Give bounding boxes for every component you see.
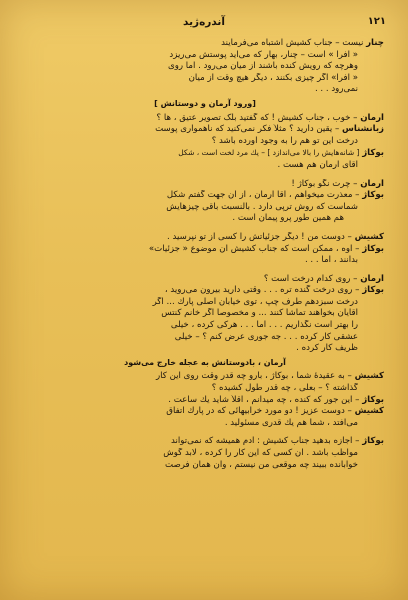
- speaker-name: بوکاژ: [362, 436, 384, 447]
- text-line: [26, 460, 384, 472]
- page-header: [22, 12, 386, 32]
- line-text: – چرت نگو بوکاژ !: [291, 178, 358, 189]
- text-line: [26, 136, 384, 148]
- line-text: عشقی کار کرده . . . جه جوری عرض کنم ؟ – خیلی: [174, 331, 358, 342]
- line-text: – اوه ، ممکن است که جناب کشیش آن موضوع « جزئیات»: [148, 243, 360, 254]
- line-text: – دوست عزیز ! دو مورد خرابیهائی که در پارك اتفاق: [166, 406, 352, 417]
- speaker-name: آرمان: [360, 273, 384, 284]
- text-line: [26, 448, 384, 460]
- line-text: – معذرت میخواهم ، آقا آرمان ، از آن جهت گفتم شکل: [166, 190, 360, 201]
- line-text: نمی‌رود . . .: [314, 84, 358, 95]
- speaker-name: آرمان: [360, 112, 384, 123]
- text-line: [26, 147, 384, 160]
- text-line: [26, 395, 384, 407]
- text-line: [26, 244, 384, 256]
- line-text: خوابانده ببیند چه موقعی من نیستم ، وآن همان فرصت: [165, 459, 358, 470]
- text-line: [26, 418, 384, 430]
- line-text: – به عقیدهٔ شما ، بوکاژ ، بارو چه قدر وقت روی این کار: [156, 371, 352, 382]
- page-number: ۱۲۱: [367, 16, 386, 27]
- text-line: [26, 371, 384, 383]
- speaker-name: کشیش: [354, 371, 384, 382]
- line-text: می‌افتد ، شما هم یك قدری مسئولید .: [224, 417, 358, 428]
- text-line: [26, 285, 384, 297]
- speaker-name: چنار: [366, 38, 384, 48]
- line-text: گذاشته ؟ – بعلی ، چه قدر طول کشیده ؟: [211, 383, 358, 394]
- line-text: « افرا» اگر چیزی بکنند ، دیگر هیچ وقت از میان: [188, 72, 358, 83]
- text-line: [26, 73, 384, 85]
- speaker-name: بوکاژ: [362, 148, 384, 159]
- speaker-name: بوکاژ: [362, 285, 384, 296]
- text-line: [26, 436, 384, 448]
- speaker-name: بوکاژ: [362, 243, 384, 254]
- text-line: [26, 84, 384, 96]
- line-text: – خوب ، جناب کشیش ! که گفتید بلک تصویر عتیق ، ها ؟: [156, 112, 358, 123]
- stage-direction: [ورود آرمان و دوستانش ]: [154, 98, 256, 108]
- speaker-name: زبانشناس: [342, 124, 384, 135]
- speaker-name: کشیش: [354, 406, 384, 417]
- text-line: [26, 232, 384, 244]
- line-text: شماست که روش ترپی دارد . بالنسبت باقی چیزهایش: [166, 201, 358, 212]
- line-text: – روی درخت گنده تره . . . وقتی دارید بیرون می‌روید ،: [164, 285, 360, 296]
- line-text: را بهتر است نگذاریم . . . اما . . . هرکی کرده ، خیلی: [170, 320, 358, 331]
- speaker-name: آرمان: [360, 178, 384, 189]
- line-text: نیست – جناب کشیش اشتباه می‌فرمایند: [221, 38, 364, 48]
- line-text: آقایان بخواهند تماشا کنند ... و مخصوصاً اگر خانم کنتس: [161, 308, 358, 319]
- line-text: درخت سبزدهم طرف چپ ، توی خیابان اصلی پارك ... اگر: [152, 296, 358, 307]
- text-line: [26, 255, 384, 267]
- line-text: – دوست من ! دیگر جزئیاتش را کسی از تو نپرسید .: [167, 231, 352, 242]
- text-line: [26, 383, 384, 395]
- text-line: [26, 190, 384, 202]
- text-line: [26, 124, 384, 136]
- text-line: [26, 297, 384, 309]
- line-text: درخت این تو هم را به وجود آورده باشد ؟: [211, 135, 358, 146]
- text-line: [26, 332, 384, 344]
- book-title: آندره‌ژید: [183, 16, 225, 28]
- line-text: وهرچه که رویش کنده باشند از میان می‌رود . اما روی: [168, 61, 358, 72]
- text-line: [26, 160, 384, 172]
- text-line: [26, 202, 384, 214]
- speaker-name: کشیش: [354, 231, 384, 242]
- line-text: بدانند ، اما . . .: [304, 255, 358, 266]
- text-line: [26, 61, 384, 73]
- text-line: [26, 406, 384, 418]
- text-line: [26, 320, 384, 332]
- text-line: [26, 343, 384, 355]
- line-text: – یقین دارید ؟ مثلاً فکر نمی‌کنید که ناهمواری پوست: [155, 124, 340, 135]
- line-text: ظریف کار کرده .: [296, 343, 358, 354]
- line-text: – این جور که کنده ، چه میدانم ، اقلاً شاید یك ساعت .: [168, 394, 360, 405]
- line-text: آقای آرمان هم هست .: [277, 159, 358, 170]
- text-line: [26, 179, 384, 191]
- line-text: هم همین طور پرو پیمان است .: [232, 213, 344, 224]
- line-text: – اجازه بدهید جناب کشیش : آدم همیشه که نمی‌تواند: [171, 436, 360, 447]
- line-text: [ شانه‌هایش را بالا می‌اندازد ] – یك مرد لخت است ، شکل: [178, 148, 360, 158]
- speaker-name: بوکاژ: [362, 190, 384, 201]
- line-text: مواظب باشد . آن کسی که این کار را کرده ، لابد گوش: [163, 448, 358, 458]
- speaker-name: بوکاژ: [362, 394, 384, 405]
- line-text: « افرا » است – چنار، بهار که می‌آید پوستش می‌ریزد: [169, 49, 358, 60]
- page-body: [26, 38, 384, 592]
- text-line: [26, 113, 384, 125]
- text-line: [26, 274, 384, 286]
- text-line: [26, 308, 384, 320]
- text-line: [26, 38, 384, 50]
- stage-direction: آرمان ، بادوستانش به عجله خارج می‌شود: [124, 357, 286, 367]
- line-text: – روی کدام درخت است ؟: [263, 273, 358, 284]
- text-line: [26, 213, 384, 225]
- text-line: [26, 50, 384, 62]
